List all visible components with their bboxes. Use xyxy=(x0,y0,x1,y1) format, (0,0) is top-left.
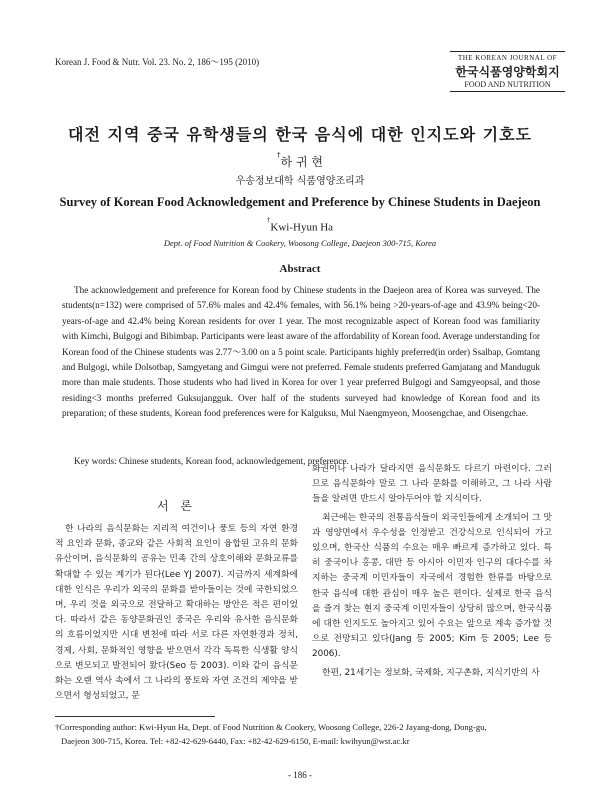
footnote-line-2: Daejeon 300-715, Korea. Tel: +82-42-629-6440, Fax: +82-42-629-6150, E-mail: kwihyun@wst.ac.kr xyxy=(61,736,410,746)
journal-name-en-bottom: FOOD AND NUTRITION xyxy=(464,80,551,89)
abstract-body: The acknowledgement and preference for Korean food by Chinese students in the Daejeon area of Korea was surveyed. The students(n=132) were comprised of 57.6% males and 42.4% females, with 56.1% being >20-years-of-age and 43.9% being<20-years-of-age and 42.4% being Korean residents for over 1 year. The most recognizable aspect of Korean food was familiarity with Kimchi, Bulgogi and Bibimbap. Participants were least aware of the affordability of Korean food. Average understanding for Korean food of the Chinese students was 2.77～3.00 on a 5 point scale. Participants highly preferred(in order) Ssalbap, Gomtang and Bulgogi, while Dolsotbap, Samgyetang and Gimgui were not preferred. Female students preferred Gamjatang and Manduguk more than male students. Those students who had lived in Korea for over 1 year preferred Bulgogi and Samgyeopsal, and those residing<3 months preferred Guksujangguk. Over half of the students surveyed had knowledge of Korean food and its preparation; of these students, Korean food preferences were for Kalguksu, Mul Naengmyeon, Moosengchae, and Oisengchae. xyxy=(62,285,540,419)
author-english xyxy=(0,216,600,234)
left-column xyxy=(55,522,298,704)
journal-citation: Korean J. Food & Nutr. Vol. 23. No. 2, 186～195 (2010) xyxy=(55,57,260,67)
page-number: - 186 - xyxy=(288,770,312,780)
corresponding-mark: † xyxy=(277,151,281,159)
right-column xyxy=(312,462,552,681)
corresponding-author-footnote xyxy=(55,720,555,748)
paper-title-korean: 대전 지역 중국 유학생들의 한국 음식에 대한 인지도와 기호도 xyxy=(68,125,532,144)
section-heading-introduction: 서 론 xyxy=(157,499,196,513)
author-korean xyxy=(0,153,600,170)
affiliation-korean: 우송정보대학 식품영양조리과 xyxy=(235,176,365,187)
corresponding-mark-en: † xyxy=(266,216,271,224)
keywords: Key words: Chinese students, Korean food, acknowledgement, preference. xyxy=(74,456,349,466)
affiliation-english: Dept. of Food Nutrition & Cookery, Woosong College, Daejeon 300-715, Korea xyxy=(163,238,437,248)
intro-paragraph-2: 최근에는 한국의 전통음식들이 외국인들에게 소개되어 그 맛과 영양면에서 우수성을 인정받고 건강식으로 인식되어 가고 있으며, 한국산 식품의 수요는 매우 빠르게 증가하고 있다. 특히 중국이나 홍콩, 대만 등 아시아 이민자 인구의 대다수를 차지하는 중국계 이민자들이 자국에서 경험한 한류를 바탕으로 한국 음식에 대한 관심이 매우 높은 편이다. 실제로 한국 음식을 즐겨 찾는 현지 중국계 이민자들이 상당히 많으며, 한국식품에 대한 인지도도 높아지고 있어 수요는 앞으로 계속 증가할 것으로 전망되고 있다(Jang 등 2005; Kim 등 2005; Lee 등 2006). xyxy=(312,512,552,660)
intro-paragraph-3: 한편, 21세기는 정보화, 국제화, 지구촌화, 지식기반의 사 xyxy=(322,667,540,678)
abstract-heading: Abstract xyxy=(279,263,321,275)
author-name-english: Kwi-Hyun Ha xyxy=(270,221,334,234)
journal-logo xyxy=(450,51,565,92)
intro-paragraph-1: 한 나라의 음식문화는 지리적 여건이나 풍토 등의 자연 환경적 요인과 문화, 종교와 같은 사회적 요인이 융합된 고유의 문화유산이며, 음식문화의 공유는 민족 간의 상호이해와 문화교류를 확대할 수 있는 계기가 된다(Lee YJ 2007). 지금까지 세계화에 대한 인식은 우리가 외국의 문화를 받아들이는 것에 국한되었으며, 우리 것을 외국으로 전달하고 확대하는 방안은 적은 편이었다. 따라서 같은 동양문화권인 중국은 우리와 유사한 음식문화의 흐름이었지만 시대 변천에 따라 서로 다른 자연환경과 정치, 경제, 사회, 문화적인 영향을 받으면서 각각 독특한 식생활 양식으로 변모되고 발전되어 왔다(Seo 등 2003). 이와 같이 음식문화는 오랜 역사 속에서 그 나라의 풍토와 자연 조건의 제약을 받으면서 형성되었고, 문 xyxy=(55,524,298,702)
intro-paragraph-1-continued: 화권이나 나라가 달라지면 음식문화도 다르기 마련이다. 그러므로 음식문화야 말로 그 나라 문화를 이해하고, 그 나라 사람들을 알려면 반드시 알아두어야 할 지식이다. xyxy=(312,464,552,505)
journal-name-en-top: THE KOREAN JOURNAL OF xyxy=(457,54,558,62)
author-name-korean: 하 귀 현 xyxy=(280,155,323,169)
paper-title-english: Survey of Korean Food Acknowledgement and Preference by Chinese Students in Daejeon xyxy=(59,195,541,209)
footnote-divider xyxy=(55,716,215,717)
footnote-line-1: †Corresponding author: Kwi-Hyun Ha, Dept. of Food Nutrition & Cookery, Woosong College, 226-2 Jayang-dong, Dong-gu, xyxy=(55,722,487,732)
journal-name-ko: 한국식품영양학회지 xyxy=(455,65,560,79)
